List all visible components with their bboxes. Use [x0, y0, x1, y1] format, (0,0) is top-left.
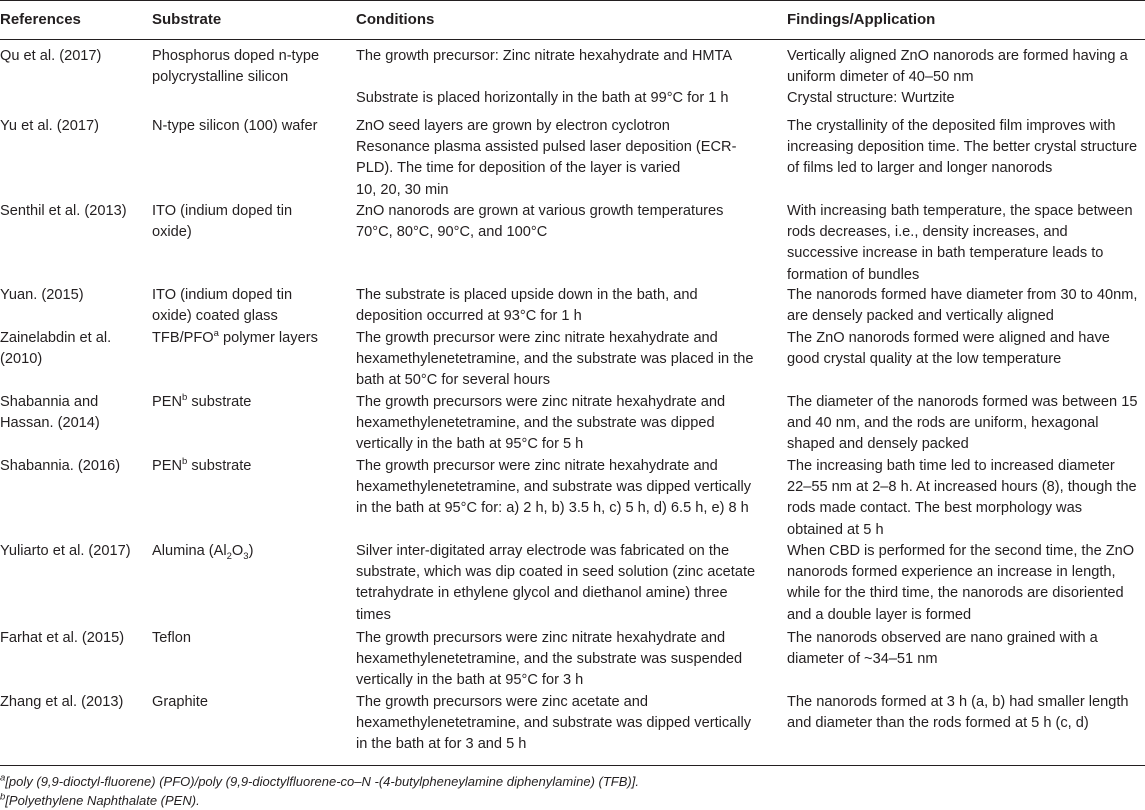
cell-reference: Yuan. (2015)	[0, 287, 84, 303]
cell-reference: Senthil et al. (2013)	[0, 203, 127, 219]
table-row	[0, 456, 1145, 541]
cell-conditions: The substrate is placed upside down in the bath, and deposition occurred at 93°C for 1 h	[356, 287, 698, 325]
cell-findings: The diameter of the nanorods formed was between 15 and 40 nm, and the rods are uniform, hexagonal shaped and densely packed	[787, 394, 1138, 453]
table-row	[0, 46, 1145, 116]
cell-findings: The increasing bath time led to increased diameter 22–55 nm at 2–8 h. At increased hours (8), though the rods made contact. The best morphology was obtained at 5 h	[787, 458, 1137, 538]
cell-findings: The nanorods formed at 3 h (a, b) had smaller length and diameter than the rods formed at 5 h (c, d)	[787, 694, 1129, 732]
cell-reference: Zhang et al. (2013)	[0, 694, 124, 710]
cell-conditions: Silver inter-digitated array electrode was fabricated on the substrate, which was dip coated in seed solution (zinc acetate tetrahydrate in ethylene glycol and diethanol amine) three times	[356, 543, 756, 623]
cell-conditions: The growth precursors were zinc acetate and hexamethylenetetramine, and substrate was dipped vertically in the bath at for 3 and 5 h	[356, 694, 752, 753]
cell-findings: When CBD is performed for the second time, the ZnO nanorods formed experience an increase in length, while for the third time, the nanorods are disoriented and a double layer is formed	[787, 543, 1135, 623]
cell-conditions: The growth precursors were zinc nitrate hexahydrate and hexamethylenetetramine, and the substrate was suspended vertically in the bath at 95°C for 3 h	[356, 630, 743, 689]
header-references: References	[0, 11, 81, 28]
cell-findings: Vertically aligned ZnO nanorods are formed having a uniform dimeter of 40–50 nm Crystal structure: Wurtzite	[787, 48, 1128, 107]
cell-reference: Zainelabdin et al. (2010)	[0, 330, 112, 368]
table-row	[0, 541, 1145, 628]
cell-substrate: PEN$^b$ substrate	[152, 392, 252, 410]
table-row	[0, 116, 1145, 201]
cell-reference: Qu et al. (2017)	[0, 48, 102, 64]
table-row	[0, 201, 1145, 285]
cell-conditions: ZnO nanorods are grown at various growth temperatures 70°C, 80°C, 90°C, and 100°C	[356, 203, 724, 241]
table-row	[0, 628, 1145, 692]
cell-conditions: The growth precursors were zinc nitrate hexahydrate and hexamethylenetetramine, and the substrate was dipped vertically in the bath at 95°C for 5 h	[356, 394, 726, 453]
cell-substrate: Alumina $(Al_2O_3)$	[152, 543, 254, 562]
cell-reference: Shabannia. (2016)	[0, 458, 121, 474]
header-conditions: Conditions	[356, 11, 435, 28]
footnote-b: $^b$[Polyethylene Naphthalate (PEN).	[0, 791, 200, 808]
table-row	[0, 692, 1145, 762]
header-substrate: Substrate	[152, 11, 222, 28]
cell-substrate: Teflon	[152, 630, 191, 646]
cell-conditions: The growth precursor were zinc nitrate hexahydrate and hexamethylenetetramine, and the substrate was placed in the bath at 50°C for several hours	[356, 330, 754, 389]
cell-substrate: N-type silicon (100) wafer	[152, 118, 318, 134]
footnote-a: $^a$[poly (9,9-dioctyl-fluorene) (PFO)/poly (9,9-dioctylfluorene-co–N -(4-butylpheneylamine diphenylamine) (TFB)].	[0, 772, 639, 789]
table-footnotes	[0, 765, 1145, 810]
cell-findings: The nanorods formed have diameter from 30 to 40nm, are densely packed and vertically aligned	[787, 287, 1138, 325]
cell-findings: The nanorods observed are nano grained with a diameter of ~34–51 nm	[787, 630, 1098, 668]
cell-conditions: The growth precursor were zinc nitrate hexahydrate and hexamethylenetetramine, and substrate was dipped vertically in the bath at 95°C for: a) 2 h, b) 3.5 h, c) 5 h, d) 6.5 h, e) 8 h	[356, 458, 752, 517]
cell-reference: Yu et al. (2017)	[0, 118, 99, 134]
cell-reference: Farhat et al. (2015)	[0, 630, 125, 646]
cell-substrate: Phosphorus doped n-type polycrystalline silicon	[152, 48, 320, 86]
cell-substrate: ITO (indium doped tin oxide) coated glass	[152, 287, 293, 325]
table-row	[0, 285, 1145, 328]
cell-substrate: ITO (indium doped tin oxide)	[152, 203, 293, 241]
cell-substrate: Graphite	[152, 694, 208, 710]
cell-reference: Shabannia and Hassan. (2014)	[0, 394, 100, 432]
cell-conditions: The growth precursor: Zinc nitrate hexahydrate and HMTA Substrate is placed horizontally in the bath at 99°C for 1 h	[356, 48, 733, 107]
cell-substrate: TFB/PFO$^a$ polymer layers	[152, 328, 318, 346]
cell-conditions: ZnO seed layers are grown by electron cyclotron Resonance plasma assisted pulsed laser deposition (ECR- PLD). The time for deposition of the layer is varied 10, 20, 30 min	[356, 118, 737, 198]
cell-findings: The ZnO nanorods formed were aligned and have good crystal quality at the low temperature	[787, 330, 1110, 368]
cell-reference: Yuliarto et al. (2017)	[0, 543, 131, 559]
cell-findings: The crystallinity of the deposited film improves with increasing deposition time. The better crystal structure of films led to larger and longer nanorods	[787, 118, 1138, 177]
header-findings: Findings/Application	[787, 11, 936, 28]
table-row	[0, 392, 1145, 456]
cell-substrate: PEN$^b$ substrate	[152, 456, 252, 474]
cell-findings: With increasing bath temperature, the space between rods decreases, i.e., density increases, and successive increase in bath temperature leads to formation of bundles	[787, 203, 1133, 283]
table-row	[0, 328, 1145, 392]
table-header	[0, 0, 1145, 40]
